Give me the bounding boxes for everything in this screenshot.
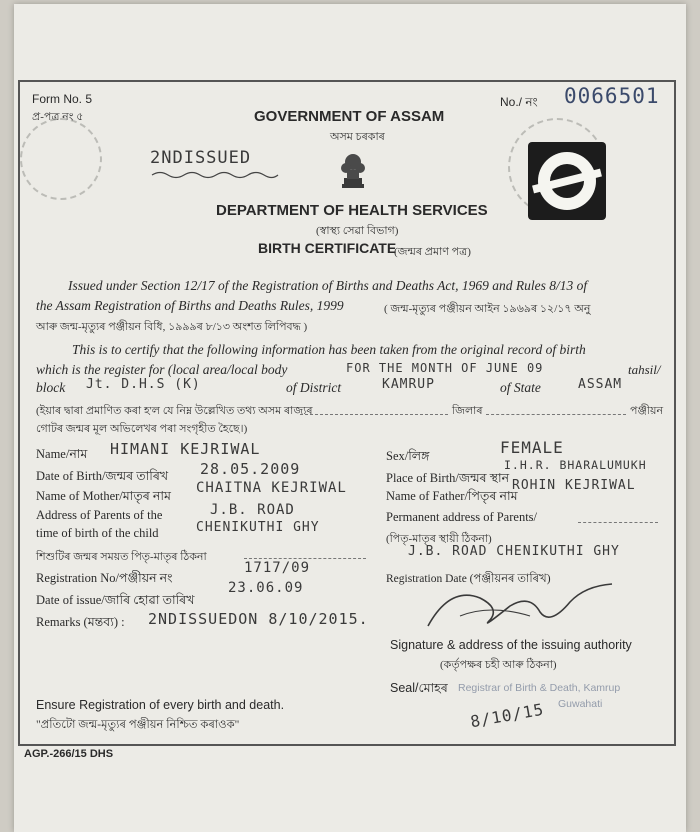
- perm-address-value: J.B. ROAD CHENIKUTHI GHY: [408, 544, 620, 559]
- sex-label: Sex/লিঙ্গ: [386, 449, 430, 463]
- blank-line: [486, 414, 626, 415]
- certificate-title: BIRTH CERTIFICATE: [258, 240, 397, 256]
- mother-value: CHAITNA KEJRIWAL: [196, 480, 347, 496]
- annotation-underline: [150, 170, 280, 180]
- block-label: block: [36, 380, 66, 395]
- sex-value: FEMALE: [500, 438, 564, 457]
- state-label: of State: [500, 380, 541, 395]
- form-number-bn: প্ৰ-পত্ৰ নং ৫: [32, 111, 84, 123]
- name-value: HIMANI KEJRIWAL: [110, 440, 261, 458]
- nrhm-logo-icon: [528, 142, 606, 220]
- stamp-line2: Guwahati: [558, 698, 603, 710]
- address-label-2: time of birth of the child: [36, 526, 159, 540]
- district-value: KAMRUP: [382, 377, 435, 392]
- bn-certify-line2: গোটৰ জন্মৰ মূল অভিলেখৰ পৰা সংগৃহীত হৈছে।): [36, 423, 248, 435]
- father-label: Name of Father/পিতৃৰ নাম: [386, 489, 518, 503]
- perm-address-label-2: (পিতৃ-মাতৃৰ স্থায়ী ঠিকনা): [386, 533, 492, 545]
- ashoka-emblem-icon: [338, 148, 368, 192]
- perm-address-label-1: Permanent address of Parents/: [386, 510, 538, 524]
- department-title: DEPARTMENT OF HEALTH SERVICES: [216, 202, 488, 219]
- remarks-value: 2NDISSUEDON 8/10/2015.: [148, 610, 369, 628]
- issue-date-label: Date of issue/জাৰি হোৱা তাৰিখ: [36, 593, 195, 607]
- pob-label: Place of Birth/জন্মৰ স্থান: [386, 471, 510, 485]
- district-label: of District: [286, 380, 342, 395]
- issued-under-bn-a: ( জন্ম-মৃত্যুৰ পঞ্জীয়ন আইন ১৯৬৯ৰ ১২/১৭ অনু: [384, 303, 591, 315]
- signature-date: 8/10/15: [468, 699, 546, 732]
- reg-no-value: 1717/09: [244, 560, 311, 576]
- local-area-value: FOR THE MONTH OF JUNE 09: [346, 361, 544, 375]
- agp-code: AGP.-266/15 DHS: [24, 748, 114, 760]
- issued-under-line1: Issued under Section 12/17 of the Registration of Births and Deaths Act, 1969 and Rules 8/13 of: [68, 278, 588, 293]
- bn-district: জিলাৰ: [452, 405, 483, 417]
- address-value-2: CHENIKUTHI GHY: [196, 520, 320, 535]
- pob-value: I.H.R. BHARALUMUKH: [504, 458, 647, 472]
- address-value-1: J.B. ROAD: [210, 502, 295, 518]
- block-value: Jt. D.H.S (K): [86, 377, 201, 392]
- reg-date-label: Registration Date (পঞ্জীয়নৰ তাৰিখ): [386, 573, 551, 585]
- issue-annotation: 2NDISSUED: [150, 148, 252, 168]
- govt-title-bn: অসম চৰকাৰ: [330, 131, 385, 143]
- state-value: ASSAM: [578, 377, 623, 392]
- tahsil-label: tahsil/: [628, 362, 661, 377]
- issue-date-value: 23.06.09: [228, 580, 304, 596]
- reg-no-label: Registration No/পঞ্জীয়ন নং: [36, 571, 173, 585]
- certify-line2: which is the register for (local area/local body: [36, 362, 288, 377]
- ensure-registration-bn: "প্ৰতিটো জন্ম-মৃত্যুৰ পঞ্জীয়ন নিশ্চিত কৰাওক": [36, 719, 240, 731]
- name-label: Name/নাম: [36, 447, 88, 461]
- faded-seal-left-icon: [20, 118, 102, 200]
- form-number: Form No. 5: [32, 92, 93, 106]
- department-title-bn: (স্বাস্থ্য সেৱা বিভাগ): [316, 225, 399, 237]
- mother-label: Name of Mother/মাতৃৰ নাম: [36, 489, 171, 503]
- stamp-line1: Registrar of Birth & Death, Kamrup: [458, 682, 621, 694]
- issued-under-line2: the Assam Registration of Births and Deaths Rules, 1999: [36, 298, 344, 313]
- father-value: ROHIN KEJRIWAL: [512, 478, 636, 493]
- blank-line: [578, 522, 658, 523]
- govt-title: GOVERNMENT OF ASSAM: [254, 108, 445, 125]
- ensure-registration-en: Ensure Registration of every birth and death.: [36, 698, 285, 712]
- signature-label: Signature & address of the issuing authority: [390, 638, 632, 652]
- serial-label: No./ নং: [500, 95, 538, 109]
- signature-label-bn: (কৰ্তৃপক্ষৰ চহী আৰু ঠিকনা): [440, 659, 557, 671]
- bn-certify-line1: (ইয়াৰ দ্বাৰা প্ৰমাণিত কৰা হ'ল যে নিম্ন উল্লেখিত তথ্য অসম ৰাজ্যৰ: [36, 405, 313, 417]
- certify-line1: This is to certify that the following information has been taken from the original record of birth: [72, 342, 586, 357]
- dob-value: 28.05.2009: [200, 460, 301, 478]
- signature-scribble-icon: [420, 576, 620, 636]
- blank-line: [300, 414, 448, 415]
- certificate-title-bn: (জন্মৰ প্ৰমাণ পত্ৰ): [394, 246, 471, 258]
- seal-label: Seal/মোহৰ: [390, 681, 448, 695]
- bn-registration: পঞ্জীয়ন: [630, 405, 664, 417]
- blank-line: [244, 558, 366, 559]
- serial-number: 0066501: [564, 84, 660, 108]
- issued-under-bn-b: আৰু জন্ম-মৃত্যুৰ পঞ্জীয়ন বিধি, ১৯৯৯ৰ ৮/১৩ অংশত লিপিবদ্ধ ): [36, 321, 308, 333]
- address-label-1: Address of Parents of the: [36, 508, 163, 522]
- dob-label: Date of Birth/জন্মৰ তাৰিখ: [36, 469, 169, 483]
- bn-address-label: শিশুটিৰ জন্মৰ সময়ত পিতৃ-মাতৃৰ ঠিকনা: [36, 551, 207, 563]
- remarks-label: Remarks (মন্তব্য) :: [36, 615, 125, 629]
